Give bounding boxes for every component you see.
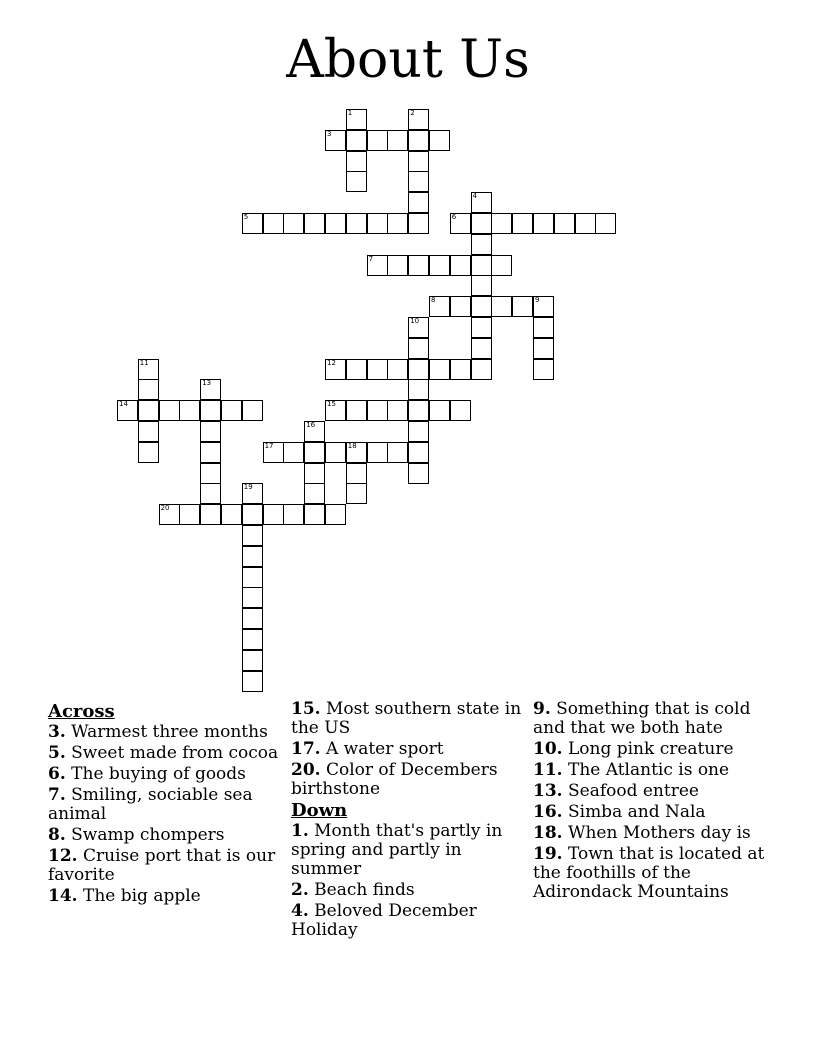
grid-cell[interactable] (471, 359, 492, 380)
grid-cell[interactable] (429, 296, 450, 317)
grid-cell[interactable] (117, 400, 138, 421)
clue-number-5: 5 (243, 213, 249, 221)
grid-cell[interactable] (471, 296, 492, 317)
grid-cell[interactable] (471, 275, 492, 296)
grid-cell[interactable] (200, 421, 221, 442)
grid-cell[interactable] (512, 296, 533, 317)
grid-cell[interactable] (533, 338, 554, 359)
grid-cell[interactable] (471, 213, 492, 234)
grid-cell[interactable] (429, 400, 450, 421)
clue-text: Month that's partly in spring and partly in summer (291, 821, 503, 879)
grid-cell[interactable] (450, 255, 471, 276)
across-clue-17 (291, 740, 526, 759)
grid-cell[interactable] (471, 317, 492, 338)
grid-cell[interactable] (346, 463, 367, 484)
grid-cell[interactable] (138, 359, 159, 380)
clue-number: 9. (533, 699, 551, 719)
grid-cell[interactable] (346, 359, 367, 380)
grid-cell[interactable] (200, 379, 221, 400)
clue-number: 20. (291, 760, 321, 780)
grid-cell[interactable] (263, 213, 284, 234)
down-clue-13 (533, 782, 768, 801)
grid-cell[interactable] (221, 504, 242, 525)
grid-cell[interactable] (408, 151, 429, 172)
grid-cell[interactable] (346, 171, 367, 192)
grid-cell[interactable] (491, 255, 512, 276)
clue-number: 12. (48, 846, 78, 866)
grid-cell[interactable] (242, 400, 263, 421)
grid-cell[interactable] (200, 400, 221, 421)
grid-cell[interactable] (387, 213, 408, 234)
grid-cell[interactable] (367, 213, 388, 234)
grid-cell[interactable] (367, 255, 388, 276)
grid-cell[interactable] (408, 317, 429, 338)
clue-number: 15. (291, 699, 321, 719)
grid-cell[interactable] (554, 213, 575, 234)
clue-text: A water sport (320, 739, 444, 759)
grid-cell[interactable] (346, 213, 367, 234)
grid-cell[interactable] (408, 213, 429, 234)
grid-cell[interactable] (346, 400, 367, 421)
grid-cell[interactable] (138, 421, 159, 442)
grid-cell[interactable] (408, 421, 429, 442)
grid-cell[interactable] (533, 296, 554, 317)
grid-cell[interactable] (200, 442, 221, 463)
down-clue-16 (533, 803, 768, 822)
grid-cell[interactable] (200, 463, 221, 484)
grid-cell[interactable] (304, 483, 325, 504)
grid-cell[interactable] (283, 213, 304, 234)
clue-number: 16. (533, 802, 563, 822)
grid-cell[interactable] (575, 213, 596, 234)
clue-number-2: 2 (410, 109, 415, 117)
grid-cell[interactable] (138, 400, 159, 421)
across-clue-15 (291, 700, 526, 738)
clue-number-11: 11 (139, 358, 149, 367)
grid-cell[interactable] (408, 338, 429, 359)
grid-cell[interactable] (471, 192, 492, 213)
grid-cell[interactable] (408, 463, 429, 484)
clue-number-14: 14 (119, 400, 128, 409)
grid-cell[interactable] (450, 359, 471, 380)
down-clue-2 (291, 881, 526, 900)
grid-cell[interactable] (471, 338, 492, 359)
grid-cell[interactable] (387, 130, 408, 151)
clue-number-15: 15 (327, 400, 336, 409)
grid-cell[interactable] (595, 213, 616, 234)
clue-number: 11. (533, 760, 563, 780)
clue-text: Warmest three months (65, 722, 268, 742)
down-clue-list-continued (533, 700, 768, 902)
down-clue-1 (291, 822, 526, 879)
clue-number-7: 7 (368, 254, 374, 263)
across-clue-5 (48, 744, 283, 763)
across-clue-8 (48, 826, 283, 845)
clue-number-20: 20 (160, 504, 170, 513)
clue-number-3: 3 (327, 129, 332, 138)
across-clue-3 (48, 723, 283, 742)
grid-cell[interactable] (387, 400, 408, 421)
grid-cell[interactable] (200, 483, 221, 504)
grid-cell[interactable] (408, 442, 429, 463)
clue-number: 5. (48, 743, 66, 763)
grid-cell[interactable] (367, 130, 388, 151)
clue-number-18: 18 (347, 441, 357, 450)
clue-text: Seafood entree (562, 781, 699, 801)
clue-text: When Mothers day is (562, 823, 751, 843)
down-clue-4 (291, 902, 526, 940)
clue-number: 13. (533, 781, 563, 801)
clue-number-10: 10 (410, 317, 420, 325)
clue-text: Long pink creature (562, 739, 734, 759)
clue-number: 8. (48, 825, 66, 845)
clue-number-12: 12 (327, 358, 336, 367)
grid-cell[interactable] (263, 504, 284, 525)
grid-cell[interactable] (491, 296, 512, 317)
grid-cell[interactable] (346, 109, 367, 130)
grid-cell[interactable] (408, 192, 429, 213)
grid-cell[interactable] (304, 213, 325, 234)
grid-cell[interactable] (408, 255, 429, 276)
clue-text: Town that is located at the foothills of the Adirondack Mountains (533, 844, 765, 902)
grid-cell[interactable] (283, 442, 304, 463)
down-heading: Down (291, 800, 348, 821)
down-clue-9 (533, 700, 768, 738)
grid-cell[interactable] (408, 400, 429, 421)
clue-text: The Atlantic is one (562, 760, 730, 780)
clues-column-1 (48, 700, 283, 908)
grid-cell[interactable] (533, 317, 554, 338)
clue-number-17: 17 (264, 441, 274, 450)
grid-cell[interactable] (346, 442, 367, 463)
grid-cell[interactable] (408, 130, 429, 151)
grid-cell[interactable] (471, 234, 492, 255)
grid-cell[interactable] (242, 671, 263, 692)
across-clue-20 (291, 761, 526, 799)
grid-cell[interactable] (138, 442, 159, 463)
grid-cell[interactable] (242, 483, 263, 504)
clues-column-2 (291, 700, 526, 942)
grid-cell[interactable] (138, 379, 159, 400)
down-clue-11 (533, 761, 768, 780)
grid-cell[interactable] (200, 504, 221, 525)
grid-cell[interactable] (242, 650, 263, 671)
grid-cell[interactable] (367, 359, 388, 380)
grid-cell[interactable] (346, 130, 367, 151)
grid-cell[interactable] (159, 504, 180, 525)
grid-cell[interactable] (408, 359, 429, 380)
clue-text: Beloved December Holiday (291, 901, 477, 940)
clue-number: 1. (291, 821, 309, 841)
clue-text: Most southern state in the US (291, 699, 522, 738)
grid-cell[interactable] (242, 629, 263, 650)
clue-number-6: 6 (451, 213, 457, 221)
grid-cell[interactable] (242, 567, 263, 588)
grid-cell[interactable] (242, 504, 263, 525)
grid-cell[interactable] (533, 359, 554, 380)
grid-cell[interactable] (367, 442, 388, 463)
grid-cell[interactable] (283, 504, 304, 525)
clue-text: The big apple (77, 886, 201, 906)
clue-text: The buying of goods (65, 764, 246, 784)
clue-text: Swamp chompers (65, 825, 225, 845)
clue-number-16: 16 (306, 421, 316, 429)
grid-cell[interactable] (408, 171, 429, 192)
grid-cell[interactable] (304, 463, 325, 484)
grid-cell[interactable] (179, 504, 200, 525)
grid-cell[interactable] (221, 400, 242, 421)
across-clue-6 (48, 765, 283, 784)
grid-cell[interactable] (408, 379, 429, 400)
clues-column-3 (533, 700, 768, 904)
clue-text: Simba and Nala (562, 802, 706, 822)
clue-number-13: 13 (202, 379, 212, 388)
clue-number-9: 9 (535, 296, 540, 305)
grid-cell[interactable] (304, 504, 325, 525)
clue-text: Cruise port that is our favorite (48, 846, 276, 885)
grid-cell[interactable] (471, 255, 492, 276)
grid-cell[interactable] (512, 213, 533, 234)
across-clue-list-continued (291, 700, 526, 799)
grid-cell[interactable] (325, 504, 346, 525)
grid-cell[interactable] (325, 400, 346, 421)
grid-cell[interactable] (325, 442, 346, 463)
across-clue-list (48, 723, 283, 906)
clue-text: Smiling, sociable sea animal (48, 785, 253, 824)
down-clue-19 (533, 845, 768, 902)
clue-text: Beach finds (308, 880, 415, 900)
grid-cell[interactable] (242, 546, 263, 567)
grid-cell[interactable] (346, 151, 367, 172)
across-clue-12 (48, 847, 283, 885)
clue-number: 10. (533, 739, 563, 759)
grid-cell[interactable] (159, 400, 180, 421)
grid-cell[interactable] (533, 213, 554, 234)
grid-cell[interactable] (367, 400, 388, 421)
grid-cell[interactable] (387, 255, 408, 276)
grid-cell[interactable] (408, 109, 429, 130)
clue-number: 17. (291, 739, 321, 759)
clue-number-19: 19 (243, 483, 253, 492)
clue-text: Sweet made from cocoa (65, 743, 279, 763)
grid-cell[interactable] (450, 400, 471, 421)
clue-number-4: 4 (472, 192, 478, 201)
clue-number: 3. (48, 722, 66, 742)
across-clue-7 (48, 786, 283, 824)
across-heading: Across (48, 701, 115, 722)
puzzle-title: About Us (286, 30, 530, 90)
grid-cell[interactable] (304, 442, 325, 463)
grid-cell[interactable] (325, 130, 346, 151)
grid-cell[interactable] (346, 483, 367, 504)
grid-cell[interactable] (325, 213, 346, 234)
grid-cell[interactable] (387, 442, 408, 463)
grid-cell[interactable] (429, 130, 450, 151)
grid-cell[interactable] (325, 359, 346, 380)
clue-number: 6. (48, 764, 66, 784)
clue-text: Something that is cold and that we both hate (533, 699, 751, 738)
clue-number-1: 1 (347, 109, 353, 117)
clue-number: 7. (48, 785, 66, 805)
down-clue-18 (533, 824, 768, 843)
grid-cell[interactable] (450, 213, 471, 234)
clue-number: 18. (533, 823, 563, 843)
grid-cell[interactable] (429, 359, 450, 380)
down-clue-list (291, 822, 526, 940)
clue-number-8: 8 (431, 296, 436, 305)
down-clue-10 (533, 740, 768, 759)
across-clue-14 (48, 887, 283, 906)
grid-cell[interactable] (450, 296, 471, 317)
clue-number: 2. (291, 880, 309, 900)
grid-cell[interactable] (263, 442, 284, 463)
grid-cell[interactable] (491, 213, 512, 234)
clue-number: 14. (48, 886, 78, 906)
clue-number: 4. (291, 901, 309, 921)
grid-cell[interactable] (179, 400, 200, 421)
grid-cell[interactable] (242, 525, 263, 546)
grid-cell[interactable] (429, 255, 450, 276)
grid-cell[interactable] (304, 421, 325, 442)
grid-cell[interactable] (242, 213, 263, 234)
clue-text: Color of Decembers birthstone (291, 760, 498, 799)
grid-cell[interactable] (242, 587, 263, 608)
grid-cell[interactable] (387, 359, 408, 380)
grid-cell[interactable] (242, 608, 263, 629)
clue-number: 19. (533, 844, 563, 864)
